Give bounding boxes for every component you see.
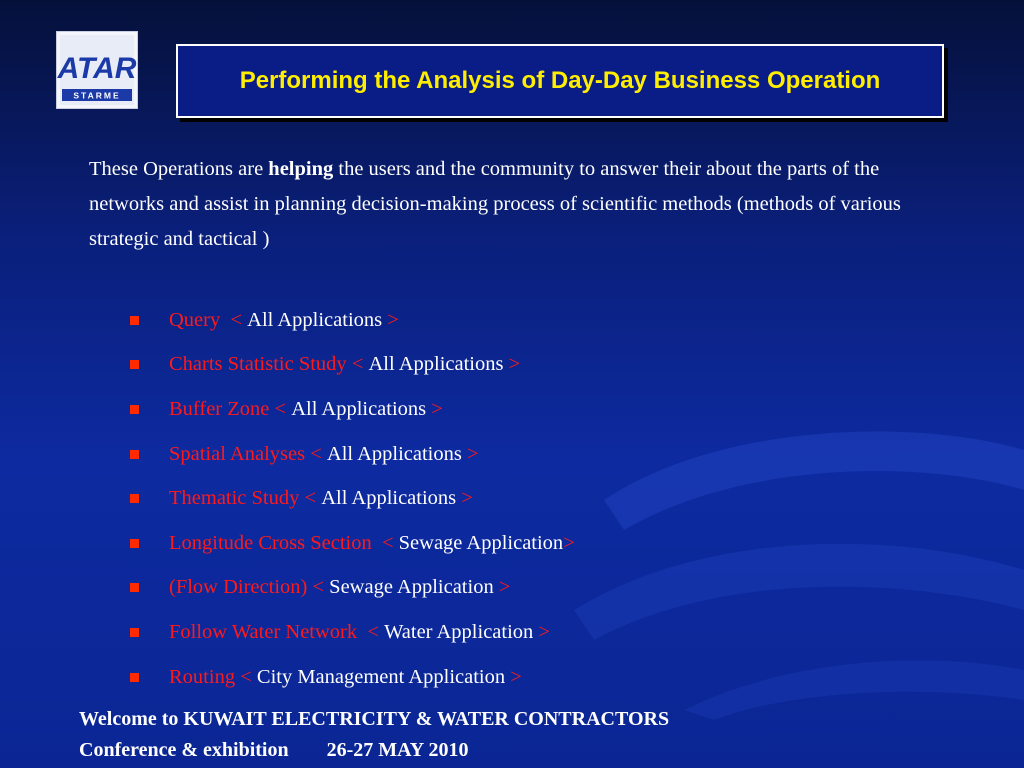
item-name: Routing	[169, 665, 236, 688]
footer-event-date: 26-27 MAY 2010	[326, 739, 469, 761]
bracket-open: <	[381, 531, 394, 554]
item-app: Water Application	[384, 620, 534, 643]
item-app: City Management Application	[256, 665, 506, 688]
bracket-open: <	[312, 576, 325, 599]
item-app: All Applications	[326, 442, 462, 465]
item-name: Longitude Cross Section	[169, 531, 372, 554]
list-item	[130, 343, 575, 388]
bracket-close: >	[431, 397, 443, 420]
bullet-square-icon	[130, 450, 139, 459]
bracket-open: <	[230, 308, 243, 331]
bracket-close: >	[508, 353, 521, 376]
bracket-close: >	[538, 620, 550, 643]
bracket-open: <	[304, 487, 317, 510]
bracket-open: <	[367, 620, 379, 643]
list-item	[130, 610, 575, 655]
list-item	[130, 432, 575, 477]
analysis-list	[130, 298, 575, 699]
item-name: Query	[169, 308, 221, 331]
bracket-close: >	[563, 531, 575, 554]
bullet-square-icon	[130, 360, 139, 369]
bullet-square-icon	[130, 628, 139, 637]
bracket-open: <	[274, 397, 287, 420]
title-banner	[176, 44, 944, 118]
list-item	[130, 387, 575, 432]
item-app: All Applications	[368, 353, 504, 376]
bullet-square-icon	[130, 673, 139, 682]
list-item	[130, 521, 575, 566]
item-app: Sewage Application	[398, 531, 564, 554]
bracket-close: >	[510, 665, 522, 688]
page-title: Performing the Analysis of Day-Day Business Operation	[239, 67, 881, 94]
bracket-open: <	[310, 442, 322, 465]
list-item	[130, 476, 575, 521]
bullet-square-icon	[130, 539, 139, 548]
bullet-square-icon	[130, 583, 139, 592]
list-item	[130, 298, 575, 343]
bracket-open: <	[240, 665, 252, 688]
item-name: Charts Statistic Study	[169, 353, 347, 376]
footer-line-2	[79, 735, 669, 766]
intro-text-before: These Operations are	[89, 158, 269, 180]
bracket-open: <	[351, 353, 364, 376]
item-app: All Applications	[291, 397, 427, 420]
list-item	[130, 566, 575, 611]
item-name: Follow Water Network	[169, 620, 358, 643]
item-app: Sewage Application	[329, 576, 494, 599]
bracket-close: >	[498, 576, 511, 599]
item-name: Spatial Analyses	[169, 442, 306, 465]
item-app: All Applications	[321, 487, 457, 510]
bullet-square-icon	[130, 316, 139, 325]
bracket-close: >	[466, 442, 479, 465]
intro-paragraph	[89, 152, 949, 257]
bracket-close: >	[461, 487, 473, 510]
item-name: Thematic Study	[169, 487, 300, 510]
footer-line-1: Welcome to KUWAIT ELECTRICITY & WATER CONTRACTORS	[79, 708, 670, 730]
company-logo	[56, 31, 138, 109]
intro-text-after: the users and the community to answer their about the parts of the networks and assist in planning decision-making process of scientific methods (methods of various strategic and tactical )	[89, 158, 901, 250]
item-app: All Applications	[247, 308, 383, 331]
bullet-square-icon	[130, 494, 139, 503]
logo-company-text: STARME	[73, 90, 121, 101]
background-swoosh	[564, 380, 1024, 720]
item-name: (Flow Direction)	[169, 576, 308, 599]
footer	[79, 704, 669, 766]
bullet-square-icon	[130, 405, 139, 414]
logo-mark-text: ATAR	[57, 52, 137, 85]
footer-event-name: Conference & exhibition	[79, 739, 289, 761]
intro-emphasis: helping	[268, 158, 334, 180]
item-name: Buffer Zone	[169, 397, 270, 420]
bracket-close: >	[387, 308, 399, 331]
list-item	[130, 655, 575, 700]
